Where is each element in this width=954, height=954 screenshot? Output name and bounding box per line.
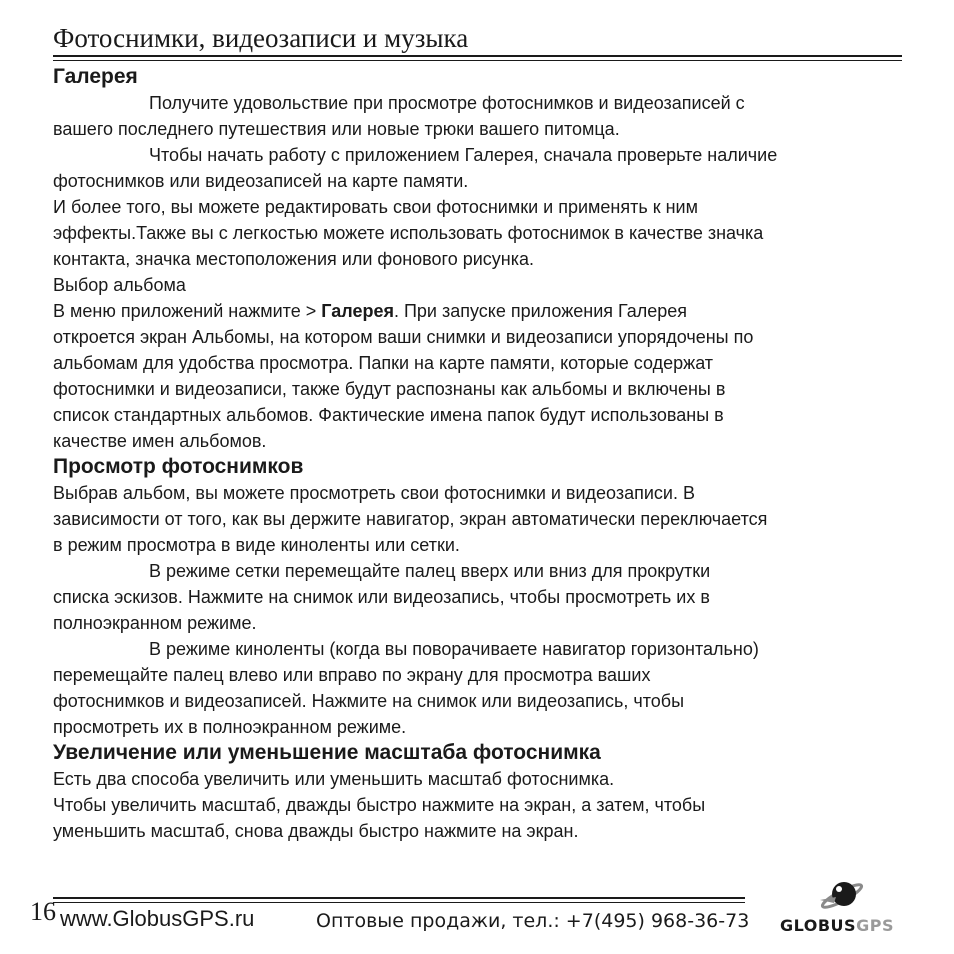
page-number: 16: [30, 897, 56, 926]
paragraph-line: фотоснимки и видеозаписи, также будут распознаны как альбомы и включены в: [53, 379, 726, 399]
header-rule: [53, 55, 902, 57]
wholesale-contacts: Оптовые продажи, тел.: +7(495) 968-36-73: [316, 910, 750, 932]
paragraph-line: Чтобы начать работу с приложением Галерея, сначала проверьте наличие: [149, 145, 778, 165]
footer-rule-thin: [53, 902, 745, 903]
page-header-title: Фотоснимки, видеозаписи и музыка: [53, 23, 469, 53]
menu-instruction-line: [53, 298, 913, 324]
subheading-album-selection: Выбор альбома: [53, 275, 186, 295]
paragraph-line: Выбрав альбом, вы можете просмотреть свои фотоснимки и видеозаписи. В: [53, 483, 695, 503]
paragraph-line: список стандартных альбомов. Фактические имена папок будут использованы в: [53, 405, 724, 425]
paragraph-line: Есть два способа увеличить или уменьшить масштаб фотоснимка.: [53, 769, 615, 789]
globusgps-logo: [780, 870, 910, 940]
paragraph-line: Получите удовольствие при просмотре фотоснимков и видеозаписей с: [149, 93, 745, 113]
paragraph-line: альбомам для удобства просмотра. Папки на карте памяти, которые содержат: [53, 353, 714, 373]
paragraph-line: списка эскизов. Нажмите на снимок или видеозапись, чтобы просмотреть их в: [53, 587, 710, 607]
menu-line-gallery: Галерея: [321, 301, 394, 321]
website-link[interactable]: www.GlobusGPS.ru: [60, 906, 255, 931]
paragraph-line: откроется экран Альбомы, на котором ваши снимки и видеозаписи упорядочены по: [53, 327, 754, 347]
paragraph-line: уменьшить масштаб, снова дважды быстро нажмите на экран.: [53, 821, 579, 841]
paragraph-line: просмотреть их в полноэкранном режиме.: [53, 717, 407, 737]
footer-rule: [53, 897, 745, 899]
paragraph-line: В режиме сетки перемещайте палец вверх или вниз для прокрутки: [149, 561, 711, 581]
paragraph-line: фотоснимков и видеозаписей. Нажмите на снимок или видеозапись, чтобы: [53, 691, 685, 711]
page-content: [53, 64, 913, 844]
header-rule-thin: [53, 60, 902, 61]
paragraph-line: фотоснимков или видеозаписей на карте памяти.: [53, 171, 469, 191]
paragraph-line: перемещайте палец влево или вправо по экрану для просмотра ваших: [53, 665, 651, 685]
logo-wordmark: GLOBUSGPS: [780, 916, 894, 935]
paragraph-line: Чтобы увеличить масштаб, дважды быстро нажмите на экран, а затем, чтобы: [53, 795, 706, 815]
paragraph-line: качестве имен альбомов.: [53, 431, 267, 451]
section-heading-zoom: Увеличение или уменьшение масштаба фотоснимка: [53, 741, 601, 764]
section-heading-gallery: Галерея: [53, 65, 138, 88]
menu-line-before: В меню приложений нажмите >: [53, 301, 322, 321]
paragraph-line: эффекты.Также вы с легкостью можете использовать фотоснимок в качестве значка: [53, 223, 764, 243]
paragraph-line: В режиме киноленты (когда вы поворачиваете навигатор горизонтально): [149, 639, 759, 659]
section-heading-viewing-photos: Просмотр фотоснимков: [53, 455, 304, 478]
paragraph-line: зависимости от того, как вы держите навигатор, экран автоматически переключается: [53, 509, 768, 529]
globe-logo-icon: [780, 870, 910, 918]
paragraph-line: вашего последнего путешествия или новые трюки вашего питомца.: [53, 119, 620, 139]
paragraph-line: полноэкранном режиме.: [53, 613, 257, 633]
paragraph-line: И более того, вы можете редактировать свои фотоснимки и применять к ним: [53, 197, 698, 217]
paragraph-line: контакта, значка местоположения или фонового рисунка.: [53, 249, 535, 269]
paragraph-line: в режим просмотра в виде киноленты или сетки.: [53, 535, 460, 555]
menu-line-after: . При запуске приложения Галерея: [393, 301, 688, 321]
